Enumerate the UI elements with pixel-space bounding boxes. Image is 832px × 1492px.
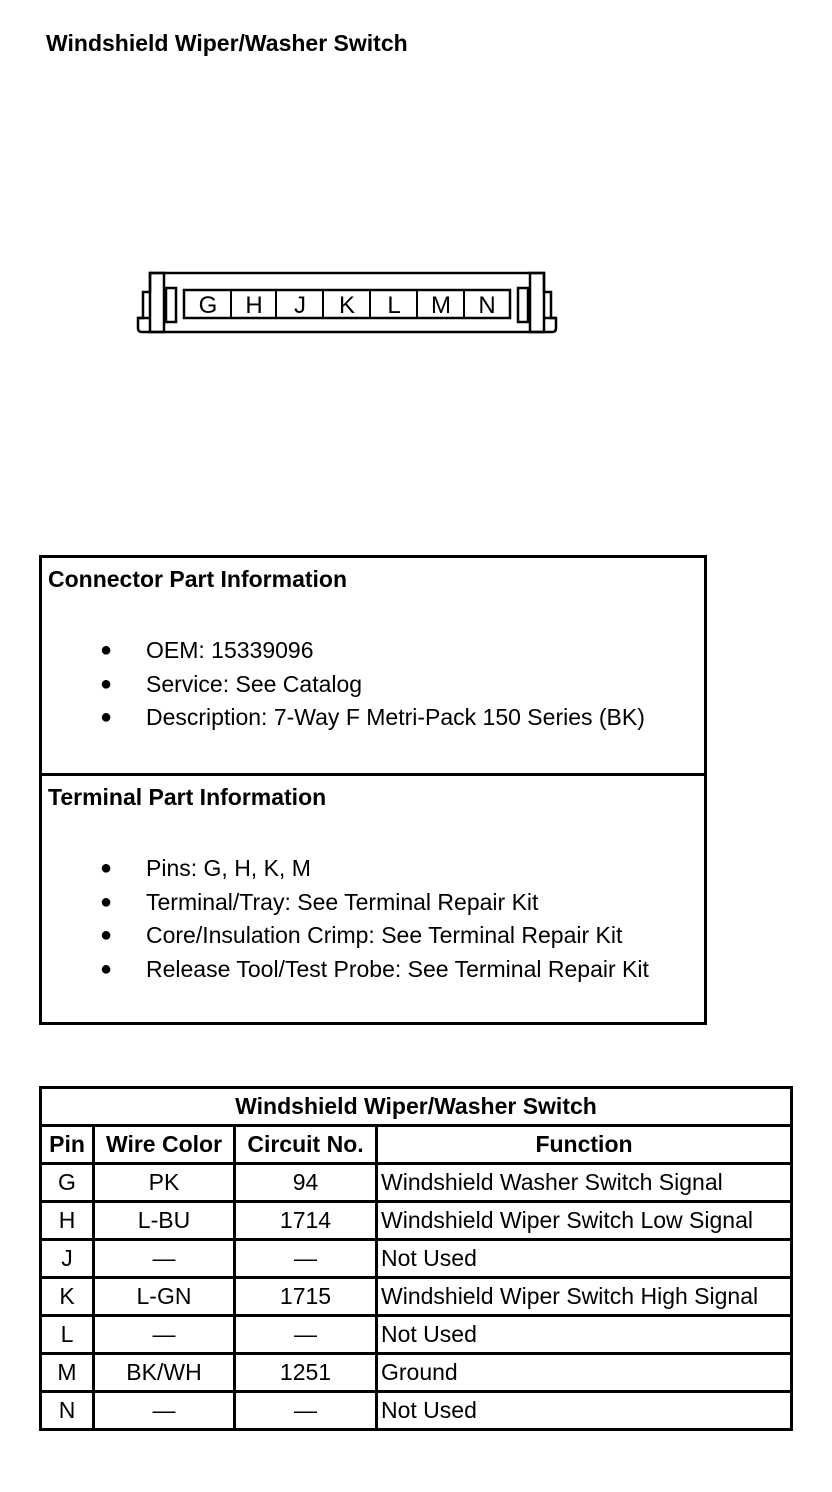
list-item: ● Terminal/Tray: See Terminal Repair Kit: [42, 886, 649, 920]
list-item: ● Core/Insulation Crimp: See Terminal Repair Kit: [42, 919, 649, 953]
table-row: [41, 1354, 792, 1392]
circuit-no-cell: 1251: [235, 1354, 377, 1392]
pin-cell: G: [41, 1164, 94, 1202]
wire-color-cell: L-GN: [94, 1278, 235, 1316]
terminal-part-info-list: [42, 852, 649, 986]
wire-color-cell: L-BU: [94, 1202, 235, 1240]
function-cell: Not Used: [377, 1316, 792, 1354]
wire-color-cell: PK: [94, 1164, 235, 1202]
wire-color-cell: BK/WH: [94, 1354, 235, 1392]
function-cell: Not Used: [377, 1240, 792, 1278]
column-header-circuit-no: Circuit No.: [235, 1126, 377, 1164]
column-header-function: Function: [377, 1126, 792, 1164]
pin-assignment-table: [39, 1086, 793, 1431]
column-header-wire-color: Wire Color: [94, 1126, 235, 1164]
list-item: ● Service: See Catalog: [42, 668, 645, 702]
connector-pin-label: M: [431, 292, 451, 319]
connector-pin-label: J: [294, 292, 306, 319]
circuit-no-cell: 94: [235, 1164, 377, 1202]
connector-pin-label: H: [245, 292, 263, 319]
list-item: ● Description: 7-Way F Metri-Pack 150 Series (BK): [42, 701, 645, 735]
connector-part-info-list: [42, 634, 645, 735]
bullet-icon: ●: [100, 672, 113, 695]
circuit-no-cell: 1714: [235, 1202, 377, 1240]
wire-color-cell: —: [94, 1392, 235, 1430]
function-cell: Ground: [377, 1354, 792, 1392]
table-row: [41, 1240, 792, 1278]
bullet-icon: ●: [100, 706, 113, 728]
function-cell: Windshield Wiper Switch High Signal: [377, 1278, 792, 1316]
connector-part-info-section: [42, 558, 704, 776]
bullet-icon: ●: [100, 924, 113, 946]
circuit-no-cell: —: [235, 1316, 377, 1354]
connector-pin-label: G: [198, 292, 218, 319]
table-row: [41, 1392, 792, 1430]
function-cell: Not Used: [377, 1392, 792, 1430]
column-header-pin: Pin: [41, 1126, 94, 1164]
pin-cell: L: [41, 1316, 94, 1354]
pin-cell: H: [41, 1202, 94, 1240]
terminal-part-info-heading: Terminal Part Information: [48, 784, 327, 810]
circuit-no-cell: 1715: [235, 1278, 377, 1316]
list-item: ● Release Tool/Test Probe: See Terminal Repair Kit: [42, 953, 649, 987]
connector-pin-label: K: [338, 292, 356, 319]
bullet-icon: ●: [100, 639, 113, 661]
connector-face-drawing: [130, 262, 570, 346]
pin-cell: M: [41, 1354, 94, 1392]
function-cell: Windshield Washer Switch Signal: [377, 1164, 792, 1202]
connector-pin-label: L: [387, 292, 401, 319]
pin-cell: N: [41, 1392, 94, 1430]
pin-cell: K: [41, 1278, 94, 1316]
part-information-box: [39, 555, 707, 1025]
circuit-no-cell: —: [235, 1240, 377, 1278]
table-row: [41, 1278, 792, 1316]
terminal-part-info-section: [42, 776, 704, 1025]
function-cell: Windshield Wiper Switch Low Signal: [377, 1202, 792, 1240]
bullet-icon: ●: [100, 857, 113, 879]
list-item: ● OEM: 15339096: [42, 634, 645, 668]
circuit-no-cell: —: [235, 1392, 377, 1430]
wire-color-cell: —: [94, 1240, 235, 1278]
table-title: Windshield Wiper/Washer Switch: [41, 1088, 792, 1126]
wire-color-cell: —: [94, 1316, 235, 1354]
pin-cell: J: [41, 1240, 94, 1278]
connector-part-info-heading: Connector Part Information: [48, 566, 348, 592]
list-item: ● Pins: G, H, K, M: [42, 852, 649, 886]
table-row: [41, 1202, 792, 1240]
page-title: Windshield Wiper/Washer Switch: [46, 30, 408, 56]
table-row: [41, 1164, 792, 1202]
table-row: [41, 1316, 792, 1354]
connector-pin-label: N: [478, 292, 496, 319]
bullet-icon: ●: [100, 957, 113, 980]
bullet-icon: ●: [100, 890, 113, 913]
